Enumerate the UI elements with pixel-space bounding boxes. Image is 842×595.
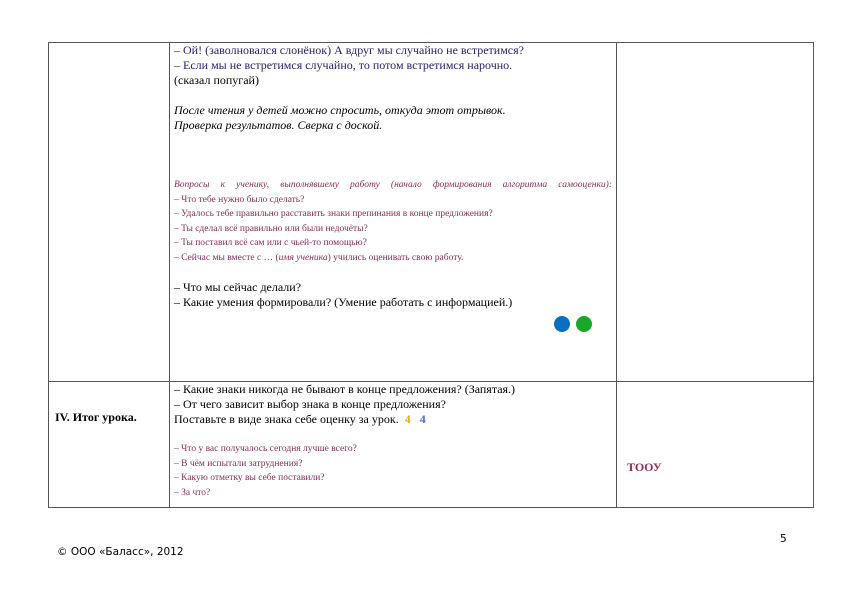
stage-cell [49,382,170,508]
instruction-line: После чтения у детей можно спросить, откуда этот отрывок. [174,103,506,117]
question-line: – Сейчас мы вместе с … (имя ученика) учились оценивать свою работу. [174,252,464,263]
summary-line: – Что мы сейчас делали? [174,280,302,294]
table-row [49,43,814,382]
page-number: 5 [780,533,787,545]
table-row [49,382,814,508]
content-cell [170,43,617,382]
question-line: – Ты поставил всё сам или с чьей-то помощью? [174,238,367,248]
dialog-line: (сказал попугай) [174,73,259,87]
summary-line: – От чего зависит выбор знака в конце предложения? [174,397,446,411]
uud-label: ТООУ [627,460,662,474]
green-circle-icon [576,316,592,332]
question-line: – Ты сделал всё правильно или были недочёты? [174,223,368,234]
stage-cell [49,43,170,382]
instruction-line: Проверка результатов. Сверка с доской. [174,118,383,132]
question-line: – В чём испытали затруднения? [174,458,303,469]
question-line: – За что? [174,487,211,498]
copyright-footer: © ООО «Баласс», 2012 [57,546,184,558]
question-line: – Какую отметку вы себе поставили? [174,473,325,483]
grade-mark: 4 [419,412,426,426]
question-line: – Что у вас получалось сегодня лучше всего? [174,444,357,454]
lesson-table [48,42,814,508]
blue-circle-icon [554,316,570,332]
student-name-placeholder: имя ученика [278,252,328,263]
question-line: – Что тебе нужно было сделать? [174,194,305,205]
dialog-line: – Ой! (заволновался слонёнок) А вдруг мы случайно не встретимся? [174,43,524,57]
dialog-line: – Если мы не встретимся случайно, то потом встретимся нарочно. [174,58,513,72]
grade-mark: 4 [404,412,411,426]
questions-intro: Вопросы к ученику, выполнявшему работу (начало формирования алгоритма самооценки): [174,180,612,190]
notes-cell [617,382,814,508]
question-line: – Удалось тебе правильно расставить знаки препинания в конце предложения? [174,209,493,219]
notes-cell [617,43,814,382]
summary-line: – Какие знаки никогда не бывают в конце предложения? (Запятая.) [174,382,516,396]
summary-line: – Какие умения формировали? (Умение работать с информацией.) [174,295,513,309]
content-cell [170,382,617,508]
grade-line: Поставьте в виде знака себе оценку за урок. 4 4 [174,412,426,426]
stage-title: IV. Итог урока. [55,410,137,424]
status-dots [174,310,612,334]
dialog-block [174,43,612,88]
